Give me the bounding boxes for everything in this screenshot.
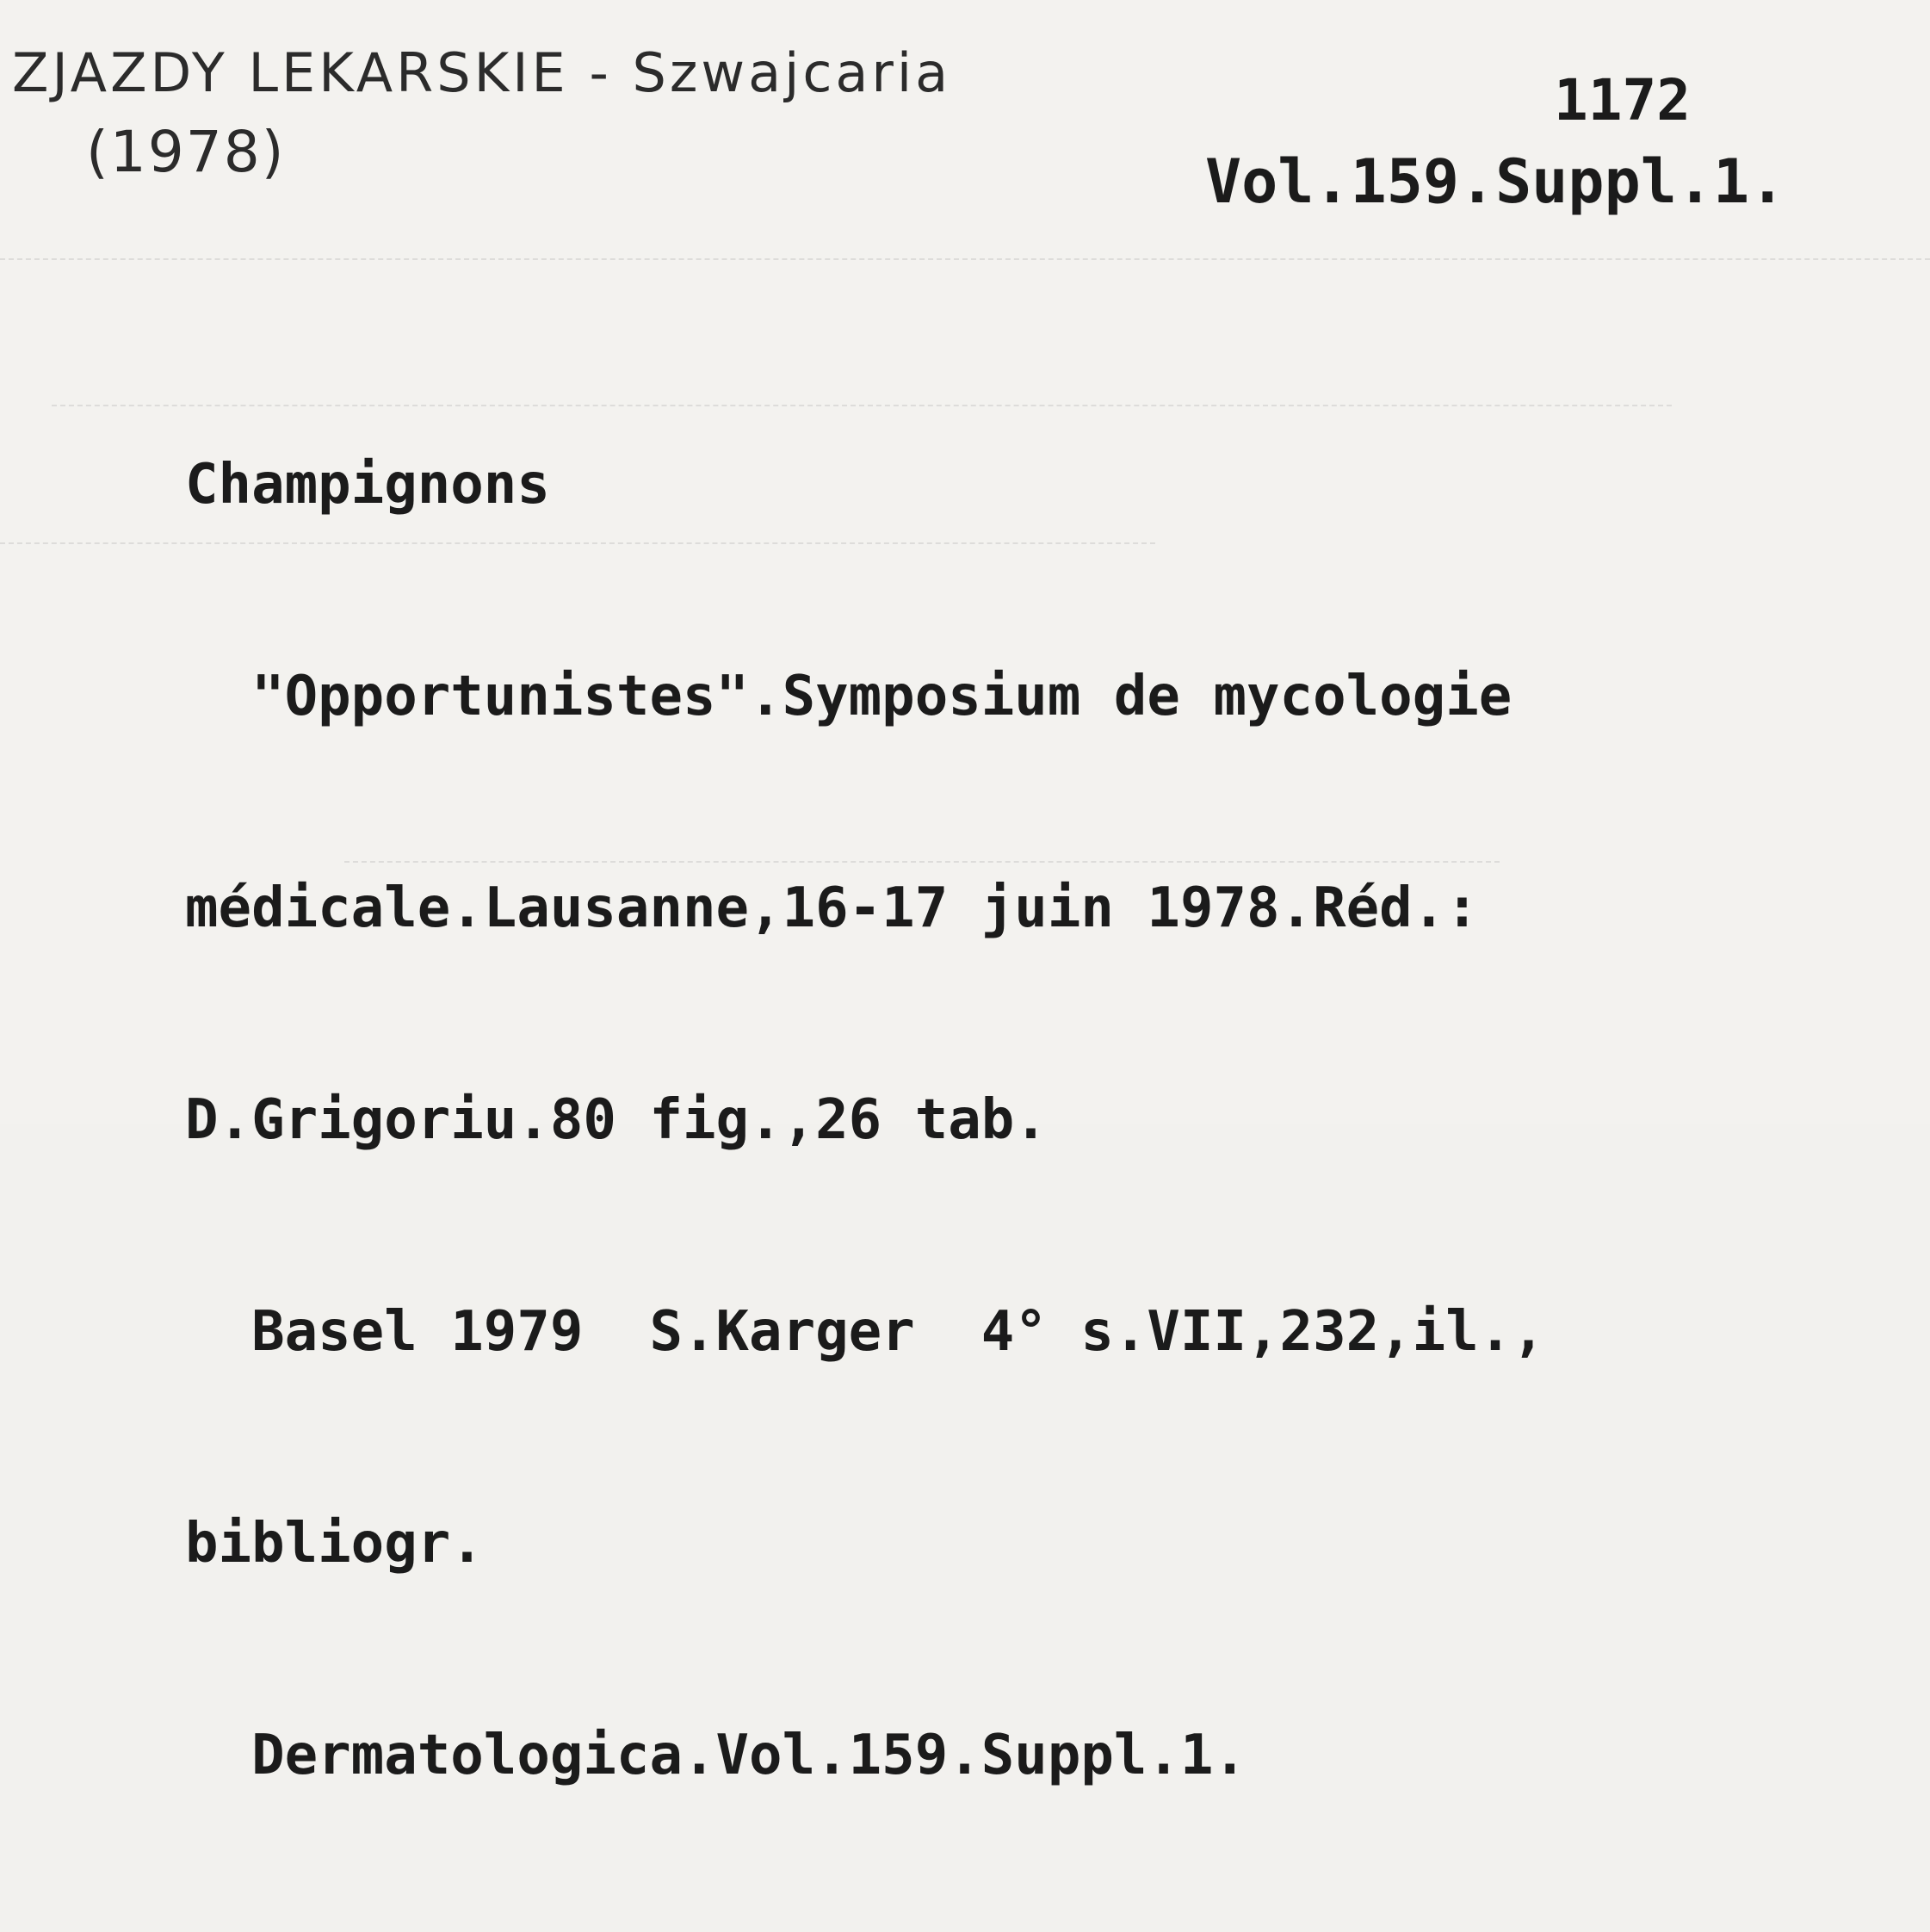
entry-line: "Opportunistes".Symposium de mycologie <box>185 665 1512 728</box>
subject-heading: ZJAZDY LEKARSKIE - Szwajcaria <box>12 41 952 104</box>
entry-line: Basel 1979 S.Karger 4° s.VII,232,il., <box>185 1300 1545 1364</box>
bleed-through-line <box>0 258 1930 262</box>
entry-line: Champignons <box>185 453 550 517</box>
entry-line: Dermatologica.Vol.159.Suppl.1. <box>185 1724 1246 1787</box>
volume-designation: Vol.159.Suppl.1. <box>1205 146 1786 217</box>
entry-line: médicale.Lausanne,16-17 juin 1978.Réd.: <box>185 876 1479 940</box>
bibliographic-entry <box>185 308 1545 1932</box>
entry-line: bibliogr. <box>185 1512 484 1576</box>
heading-year: (1978) <box>86 119 286 185</box>
call-number: 1172 <box>1554 67 1691 133</box>
entry-line: D.Grigoriu.80 fig.,26 tab. <box>185 1088 1048 1152</box>
